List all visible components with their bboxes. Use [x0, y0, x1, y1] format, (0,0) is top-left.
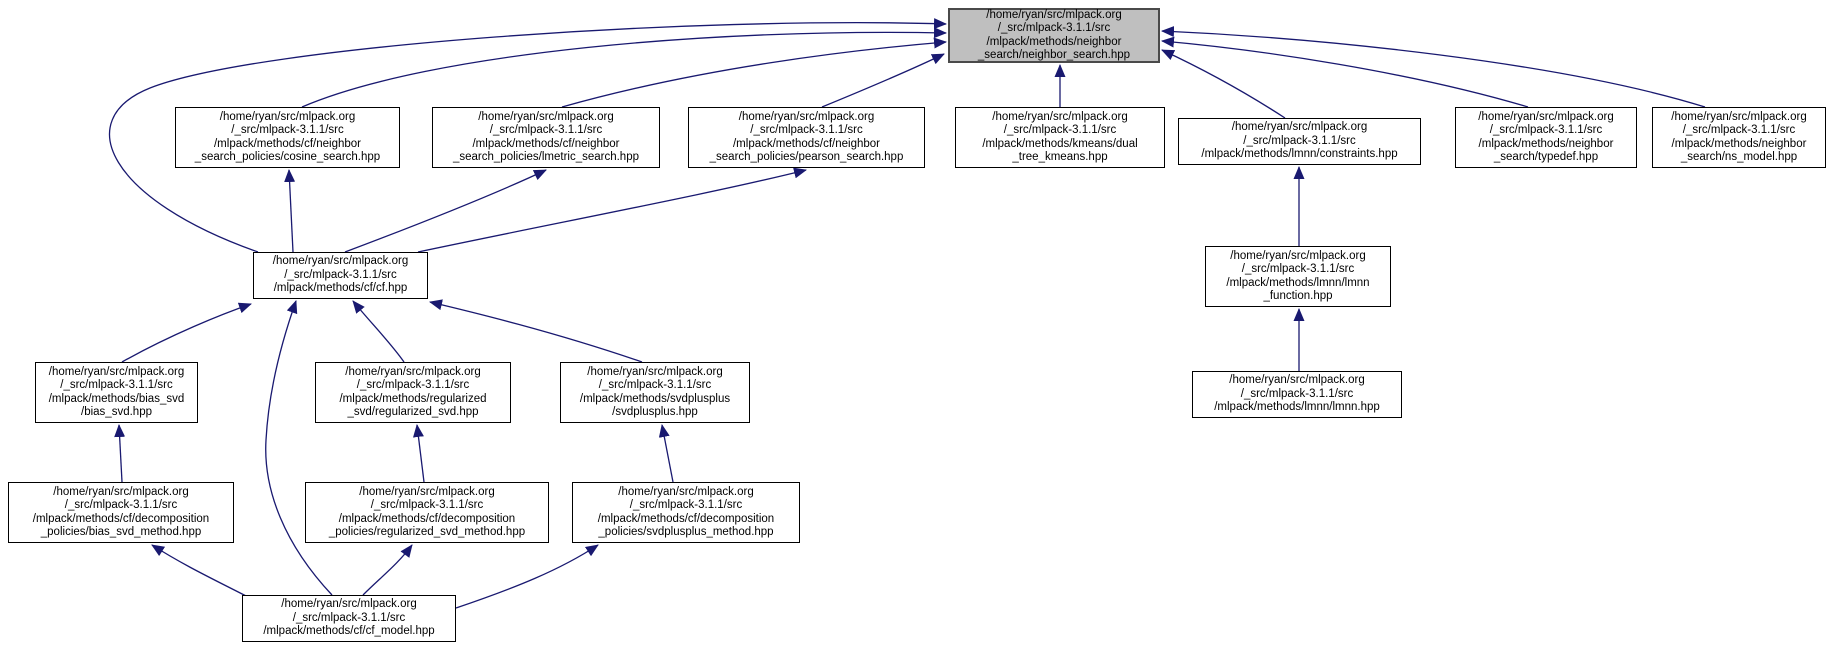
- node-label-line: /mlpack/methods/cf/decomposition: [597, 512, 775, 525]
- graph-node-cf[interactable]: [253, 252, 428, 299]
- node-label-line: /home/ryan/src/mlpack.org: [738, 110, 875, 123]
- node-label-line: /home/ryan/src/mlpack.org: [1671, 110, 1807, 123]
- node-label-line: /_src/mlpack-3.1.1/src: [1489, 124, 1603, 136]
- node-label-line: /home/ryan/src/mlpack.org: [219, 110, 356, 123]
- node-label-line: /mlpack/methods/cf/neighbor: [213, 137, 362, 150]
- node-label-line: _function.hpp: [1263, 290, 1333, 302]
- graph-node-ns_model[interactable]: [1652, 107, 1826, 168]
- node-label-line: /home/ryan/src/mlpack.org: [986, 8, 1122, 21]
- graph-node-regularized_svd_method[interactable]: [305, 482, 549, 543]
- node-label-line: /home/ryan/src/mlpack.org: [48, 365, 185, 378]
- node-label-line: _search_policies/pearson_search.hpp: [709, 151, 904, 163]
- node-label-line: /_src/mlpack-3.1.1/src: [231, 124, 344, 136]
- node-label-line: /mlpack/methods/regularized: [339, 392, 487, 405]
- node-label-line: /_src/mlpack-3.1.1/src: [1682, 124, 1796, 136]
- graph-node-lmnn_function[interactable]: [1205, 246, 1391, 307]
- node-label-line: /mlpack/methods/lmnn/lmnn: [1226, 276, 1370, 289]
- node-label-line: /_src/mlpack-3.1.1/src: [64, 499, 178, 511]
- graph-node-svdplusplus[interactable]: [560, 362, 750, 423]
- node-label-line: /mlpack/methods/neighbor: [1671, 137, 1807, 150]
- node-label-line: /home/ryan/src/mlpack.org: [1229, 374, 1365, 387]
- node-label-line: /home/ryan/src/mlpack.org: [53, 485, 189, 498]
- node-label-line: _policies/svdplusplus_method.hpp: [598, 526, 774, 538]
- graph-node-cosine_search[interactable]: [175, 107, 400, 168]
- graph-node-constraints[interactable]: [1178, 118, 1421, 165]
- graph-node-lmnn[interactable]: [1192, 371, 1402, 418]
- node-label-line: _policies/regularized_svd_method.hpp: [328, 526, 526, 538]
- node-label-line: /home/ryan/src/mlpack.org: [618, 485, 754, 498]
- node-label-line: /_src/mlpack-3.1.1/src: [750, 124, 863, 136]
- node-label-line: _svd/regularized_svd.hpp: [347, 406, 479, 418]
- node-label-line: /mlpack/methods/bias_svd: [48, 392, 185, 405]
- graph-node-dual_tree_kmeans[interactable]: [955, 107, 1165, 168]
- node-label-line: /_src/mlpack-3.1.1/src: [997, 22, 1111, 34]
- graph-node-regularized_svd[interactable]: [315, 362, 511, 423]
- node-label-line: /mlpack/methods/cf/decomposition: [32, 512, 210, 525]
- node-label-line: /_src/mlpack-3.1.1/src: [370, 499, 484, 511]
- node-label-line: /home/ryan/src/mlpack.org: [587, 365, 723, 378]
- node-label-line: _search/neighbor_search.hpp: [977, 49, 1131, 61]
- node-label-line: /mlpack/methods/svdplusplus: [579, 392, 731, 405]
- graph-node-svdplusplus_method[interactable]: [572, 482, 800, 543]
- node-label-line: /_src/mlpack-3.1.1/src: [292, 611, 406, 624]
- node-label-line: _search_policies/cosine_search.hpp: [194, 151, 381, 163]
- node-label-line: /home/ryan/src/mlpack.org: [478, 110, 614, 123]
- node-label-line: _search/typedef.hpp: [1493, 151, 1599, 163]
- node-label-line: /_src/mlpack-3.1.1/src: [356, 379, 470, 391]
- node-label-line: /mlpack/methods/cf/cf.hpp: [273, 282, 408, 295]
- node-label-line: /mlpack/methods/cf/neighbor: [732, 137, 881, 150]
- node-label-line: /home/ryan/src/mlpack.org: [281, 598, 417, 611]
- node-label-line: /_src/mlpack-3.1.1/src: [1243, 134, 1356, 147]
- node-label-line: /mlpack/methods/cf/decomposition: [338, 512, 516, 525]
- node-label-line: /home/ryan/src/mlpack.org: [992, 110, 1128, 123]
- graph-node-bias_svd_method[interactable]: [8, 482, 234, 543]
- node-label-line: /bias_svd.hpp: [81, 406, 152, 418]
- node-label-line: /mlpack/methods/lmnn/constraints.hpp: [1201, 148, 1398, 161]
- node-label-line: /mlpack/methods/cf/neighbor: [472, 137, 620, 150]
- node-label-line: /_src/mlpack-3.1.1/src: [284, 268, 397, 281]
- node-label-line: /_src/mlpack-3.1.1/src: [489, 124, 603, 136]
- graph-node-bias_svd[interactable]: [35, 362, 198, 423]
- node-label-line: /home/ryan/src/mlpack.org: [1231, 121, 1368, 134]
- node-label-line: /mlpack/methods/cf/cf_model.hpp: [263, 625, 435, 638]
- node-label-line: /svdplusplus.hpp: [612, 406, 698, 418]
- graph-node-cf_model[interactable]: [242, 595, 456, 642]
- node-label-line: /mlpack/methods/lmnn/lmnn.hpp: [1214, 401, 1380, 414]
- node-label-line: /home/ryan/src/mlpack.org: [272, 255, 409, 268]
- node-label-line: /_src/mlpack-3.1.1/src: [598, 379, 712, 391]
- node-label-line: /mlpack/methods/neighbor: [986, 35, 1122, 48]
- node-label-line: _search_policies/lmetric_search.hpp: [452, 151, 639, 163]
- node-label-line: /home/ryan/src/mlpack.org: [345, 365, 481, 378]
- graph-node-lmetric_search[interactable]: [432, 107, 660, 168]
- node-label-line: /_src/mlpack-3.1.1/src: [629, 499, 743, 511]
- graph-node-typedef[interactable]: [1455, 107, 1637, 168]
- node-label-line: _policies/bias_svd_method.hpp: [40, 526, 202, 538]
- node-label-line: _search/ns_model.hpp: [1680, 151, 1798, 163]
- node-label-line: /_src/mlpack-3.1.1/src: [1241, 263, 1355, 275]
- node-label-line: /home/ryan/src/mlpack.org: [1478, 110, 1614, 123]
- node-label-line: /home/ryan/src/mlpack.org: [359, 485, 495, 498]
- node-label-line: /mlpack/methods/kmeans/dual: [982, 137, 1138, 150]
- node-label-line: /_src/mlpack-3.1.1/src: [1240, 387, 1354, 400]
- graph-node-pearson_search[interactable]: [688, 107, 925, 168]
- node-label-line: /_src/mlpack-3.1.1/src: [1003, 124, 1117, 136]
- graph-node-neighbor_search[interactable]: [948, 8, 1160, 63]
- node-label-line: _tree_kmeans.hpp: [1012, 151, 1108, 163]
- node-label-line: /_src/mlpack-3.1.1/src: [60, 379, 173, 391]
- node-label-line: /home/ryan/src/mlpack.org: [1230, 249, 1366, 262]
- node-label-line: /mlpack/methods/neighbor: [1478, 137, 1614, 150]
